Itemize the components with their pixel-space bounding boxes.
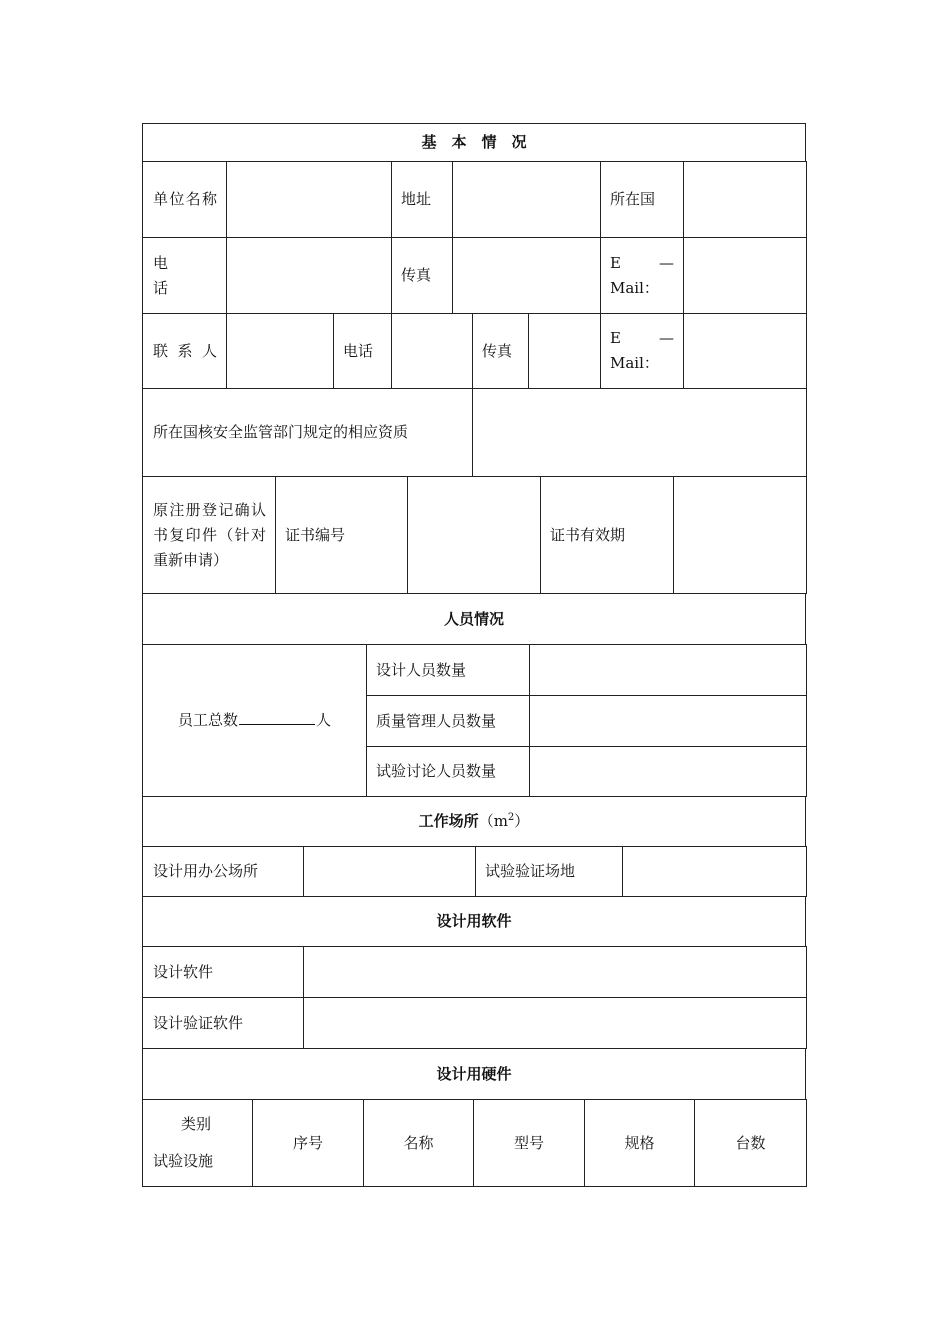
phone-field[interactable] [226, 237, 392, 314]
verify-sw-field[interactable] [303, 997, 807, 1049]
contact-email-field[interactable] [683, 313, 807, 389]
hw-col-serial: 序号 [252, 1099, 364, 1187]
design-sw-field[interactable] [303, 946, 807, 998]
total-staff-blank[interactable] [239, 710, 315, 725]
cert-validity-field[interactable] [673, 476, 807, 594]
phone-label: 电话 [142, 237, 227, 314]
orig-reg-label: 原注册登记确认书复印件（针对重新申请） [142, 476, 276, 594]
basic-title-text: 基 本 情 况 [421, 133, 527, 151]
section-title-basic [142, 123, 806, 162]
test-site-field[interactable] [622, 846, 807, 897]
qm-staff-label: 质量管理人员数量 [366, 695, 530, 747]
fax-label: 传真 [391, 237, 453, 314]
hw-category-header: 类别 试验设施 [142, 1099, 253, 1187]
qm-staff-field[interactable] [529, 695, 807, 747]
verify-sw-label: 设计验证软件 [142, 997, 304, 1049]
total-staff-cell: 员工总数 人 [142, 644, 367, 797]
section-title-workplace: 工作场所$(m^2)$ [142, 796, 806, 847]
test-staff-label: 试验讨论人员数量 [366, 746, 530, 797]
hw-col-spec: 规格 [584, 1099, 695, 1187]
test-site-label: 试验验证场地 [475, 846, 623, 897]
hw-col-name: 名称 [363, 1099, 474, 1187]
hw-col-quantity: 台数 [694, 1099, 807, 1187]
country-label: 所在国 [600, 161, 684, 238]
section-title-personnel: 人员情况 [142, 593, 806, 645]
fax-field[interactable] [452, 237, 601, 314]
design-sw-label: 设计软件 [142, 946, 304, 998]
test-staff-field[interactable] [529, 746, 807, 797]
contact-fax-field[interactable] [528, 313, 601, 389]
office-label: 设计用办公场所 [142, 846, 304, 897]
unit-name-label: 单位名称 [142, 161, 227, 238]
qualification-field[interactable] [472, 388, 807, 477]
email-label: E — Mail： [600, 237, 684, 314]
cert-validity-label: 证书有效期 [540, 476, 674, 594]
address-label: 地址 [391, 161, 453, 238]
hw-col-model: 型号 [473, 1099, 585, 1187]
designers-field[interactable] [529, 644, 807, 696]
cert-no-label: 证书编号 [275, 476, 408, 594]
address-field[interactable] [452, 161, 601, 238]
registration-form [143, 124, 807, 1188]
section-title-software: 设计用软件 [142, 896, 806, 947]
contact-phone-field[interactable] [391, 313, 473, 389]
section-title-hardware: 设计用硬件 [142, 1048, 806, 1100]
designers-label: 设计人员数量 [366, 644, 530, 696]
contact-phone-label: 电话 [333, 313, 392, 389]
unit-name-field[interactable] [226, 161, 392, 238]
contact-name-field[interactable] [226, 313, 334, 389]
contact-fax-label: 传真 [472, 313, 529, 389]
cert-no-field[interactable] [407, 476, 541, 594]
qualification-label: 所在国核安全监管部门规定的相应资质 [142, 388, 473, 477]
country-field[interactable] [683, 161, 807, 238]
contact-label: 联系人 [142, 313, 227, 389]
office-field[interactable] [303, 846, 476, 897]
contact-email-label: E — Mail： [600, 313, 684, 389]
email-field[interactable] [683, 237, 807, 314]
